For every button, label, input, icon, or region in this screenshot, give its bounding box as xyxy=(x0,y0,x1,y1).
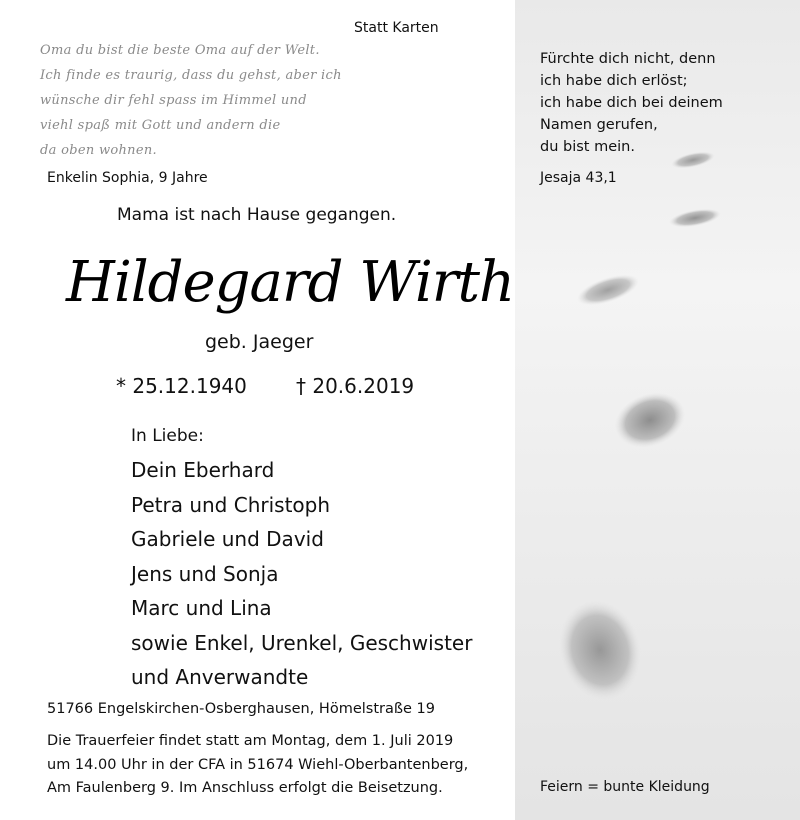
ceremony-details xyxy=(47,730,468,801)
dress-code-note: Feiern = bunte Kleidung xyxy=(540,779,710,795)
family-address: 51766 Engelskirchen-Osberghausen, Hömelstraße 19 xyxy=(47,701,435,717)
footprint-icon xyxy=(548,591,651,708)
mourner-name: Jens und Sonja xyxy=(131,561,279,586)
footprint-icon xyxy=(607,383,692,456)
handwritten-line: viehl spaß mit Gott und andern die xyxy=(40,118,281,133)
child-handwritten-note xyxy=(40,38,370,168)
mourner-name: Petra und Christoph xyxy=(131,492,331,517)
footprint-icon xyxy=(574,269,642,312)
ceremony-line: um 14.00 Uhr in der CFA in 51674 Wiehl-Oberbantenberg, xyxy=(47,756,469,773)
child-signature: Enkelin Sophia, 9 Jahre xyxy=(47,170,208,186)
mourner-name: Gabriele und David xyxy=(131,527,324,551)
quote-line: Fürchte dich nicht, denn xyxy=(540,51,716,67)
quote-source: Jesaja 43,1 xyxy=(540,170,617,186)
mourners-heading: In Liebe: xyxy=(131,426,204,446)
mourner-name: sowie Enkel, Urenkel, Geschwister xyxy=(131,630,473,655)
deceased-name: Hildegard Wirth xyxy=(66,250,515,315)
handwritten-line: wünsche dir fehl spass im Himmel und xyxy=(40,93,307,108)
mourner-name: Dein Eberhard xyxy=(131,458,275,482)
quote-line: du bist mein. xyxy=(540,139,635,155)
death-date: † 20.6.2019 xyxy=(296,374,415,398)
bible-quote xyxy=(540,48,723,158)
quote-line: ich habe dich erlöst; xyxy=(540,73,688,89)
ceremony-line: Am Faulenberg 9. Im Anschluss erfolgt die Beisetzung. xyxy=(47,780,443,796)
birth-name: geb. Jaeger xyxy=(205,331,314,353)
statt-karten-notice: Statt Karten xyxy=(354,20,439,36)
handwritten-line: da oben wohnen. xyxy=(40,143,157,158)
mourner-name: Marc und Lina xyxy=(131,596,272,620)
footprints-image-panel xyxy=(515,0,800,820)
mourners-list xyxy=(131,453,472,695)
handwritten-line: Oma du bist die beste Oma auf der Welt. xyxy=(40,43,320,58)
handwritten-line: Ich finde es traurig, dass du gehst, aber ich xyxy=(40,68,342,83)
footprint-icon xyxy=(668,206,722,231)
mourner-name: und Anverwandte xyxy=(131,665,309,689)
quote-line: Namen gerufen, xyxy=(540,117,658,133)
lead-line: Mama ist nach Hause gegangen. xyxy=(117,205,397,225)
birth-date: * 25.12.1940 xyxy=(116,374,247,398)
quote-line: ich habe dich bei deinem xyxy=(540,95,723,111)
ceremony-line: Die Trauerfeier findet statt am Montag, dem 1. Juli 2019 xyxy=(47,733,454,749)
